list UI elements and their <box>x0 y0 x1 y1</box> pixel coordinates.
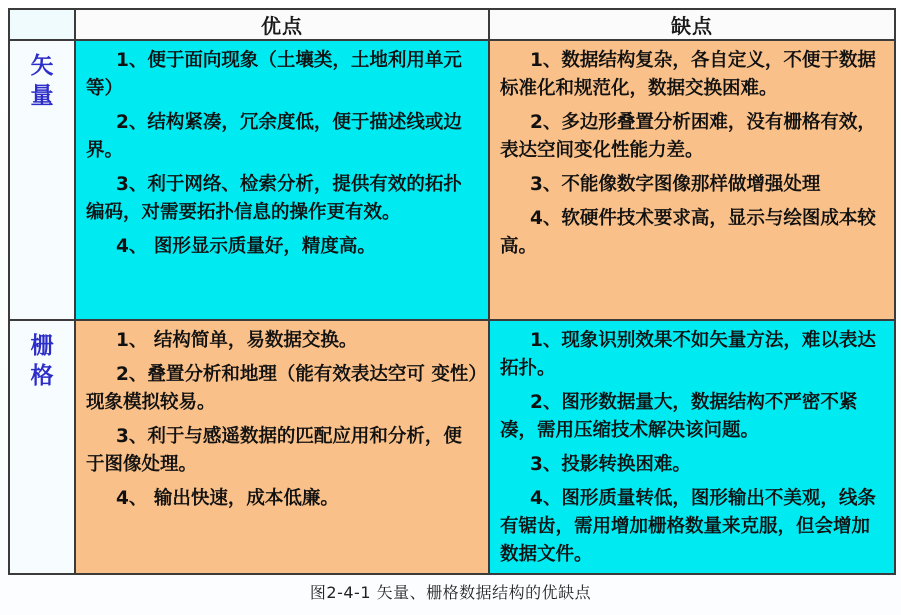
row-label-char: 格 <box>30 363 54 389</box>
vector-con-item: 4、软硬件技术要求高，显示与绘图成本较高。 <box>500 208 876 257</box>
row-label-vector <box>9 40 75 320</box>
comparison-table <box>8 8 896 575</box>
header-cons: 缺点 <box>489 9 895 40</box>
raster-pros-cell <box>75 320 489 574</box>
vector-pro-item: 1、便于面向现象（土壤类，土地利用单元等） <box>86 50 462 99</box>
figure-caption: 图2-4-1 矢量、栅格数据结构的优缺点 <box>309 583 592 602</box>
comparison-table-wrapper <box>8 8 894 567</box>
header-corner-cell <box>9 9 75 40</box>
table-row-raster <box>9 320 895 574</box>
raster-con-item: 2、图形数据量大，数据结构不严密不紧凑，需用压缩技术解决该问题。 <box>500 392 858 441</box>
vector-con-item: 2、多边形叠置分析困难，没有栅格有效，表达空间变化性能力差。 <box>500 112 876 161</box>
row-label-raster <box>9 320 75 574</box>
vector-pros-cell <box>75 40 489 320</box>
row-label-char: 矢 <box>30 53 54 79</box>
row-label-char: 栅 <box>30 333 54 359</box>
raster-pro-item: 3、利于与感遥数据的匹配应用和分析，便于图像处理。 <box>86 426 462 475</box>
header-pros: 优点 <box>75 9 489 40</box>
vector-pro-item: 3、利于网络、检索分析，提供有效的拓扑编码，对需要拓扑信息的操作更有效。 <box>86 174 462 223</box>
raster-con-item: 1、现象识别效果不如矢量方法，难以表达拓扑。 <box>500 330 876 379</box>
raster-con-item: 4、图形质量转低，图形输出不美观，线条有锯齿，需用增加栅格数量来克服，但会增加数据文件。 <box>500 488 876 565</box>
raster-cons-cell <box>489 320 895 574</box>
vector-pro-item: 4、 图形显示质量好，精度高。 <box>116 236 376 257</box>
table-header-row <box>9 9 895 40</box>
vector-con-item: 1、数据结构复杂，各自定义，不便于数据标准化和规范化，数据交换困难。 <box>500 50 876 99</box>
vector-cons-cell <box>489 40 895 320</box>
raster-pro-item: 4、 输出快速，成本低廉。 <box>116 488 339 509</box>
raster-pro-item: 2、叠置分析和地理（能有效表达空可 变性）现象模拟较易。 <box>86 364 478 413</box>
vector-con-item: 3、不能像数字图像那样做增强处理 <box>530 174 821 195</box>
vector-pro-item: 2、结构紧凑，冗余度低，便于描述线或边界。 <box>86 112 462 161</box>
table-row-vector <box>9 40 895 320</box>
raster-con-item: 3、投影转换困难。 <box>530 454 691 475</box>
row-label-char: 量 <box>30 83 54 109</box>
raster-pro-item: 1、 结构简单，易数据交换。 <box>116 330 358 351</box>
